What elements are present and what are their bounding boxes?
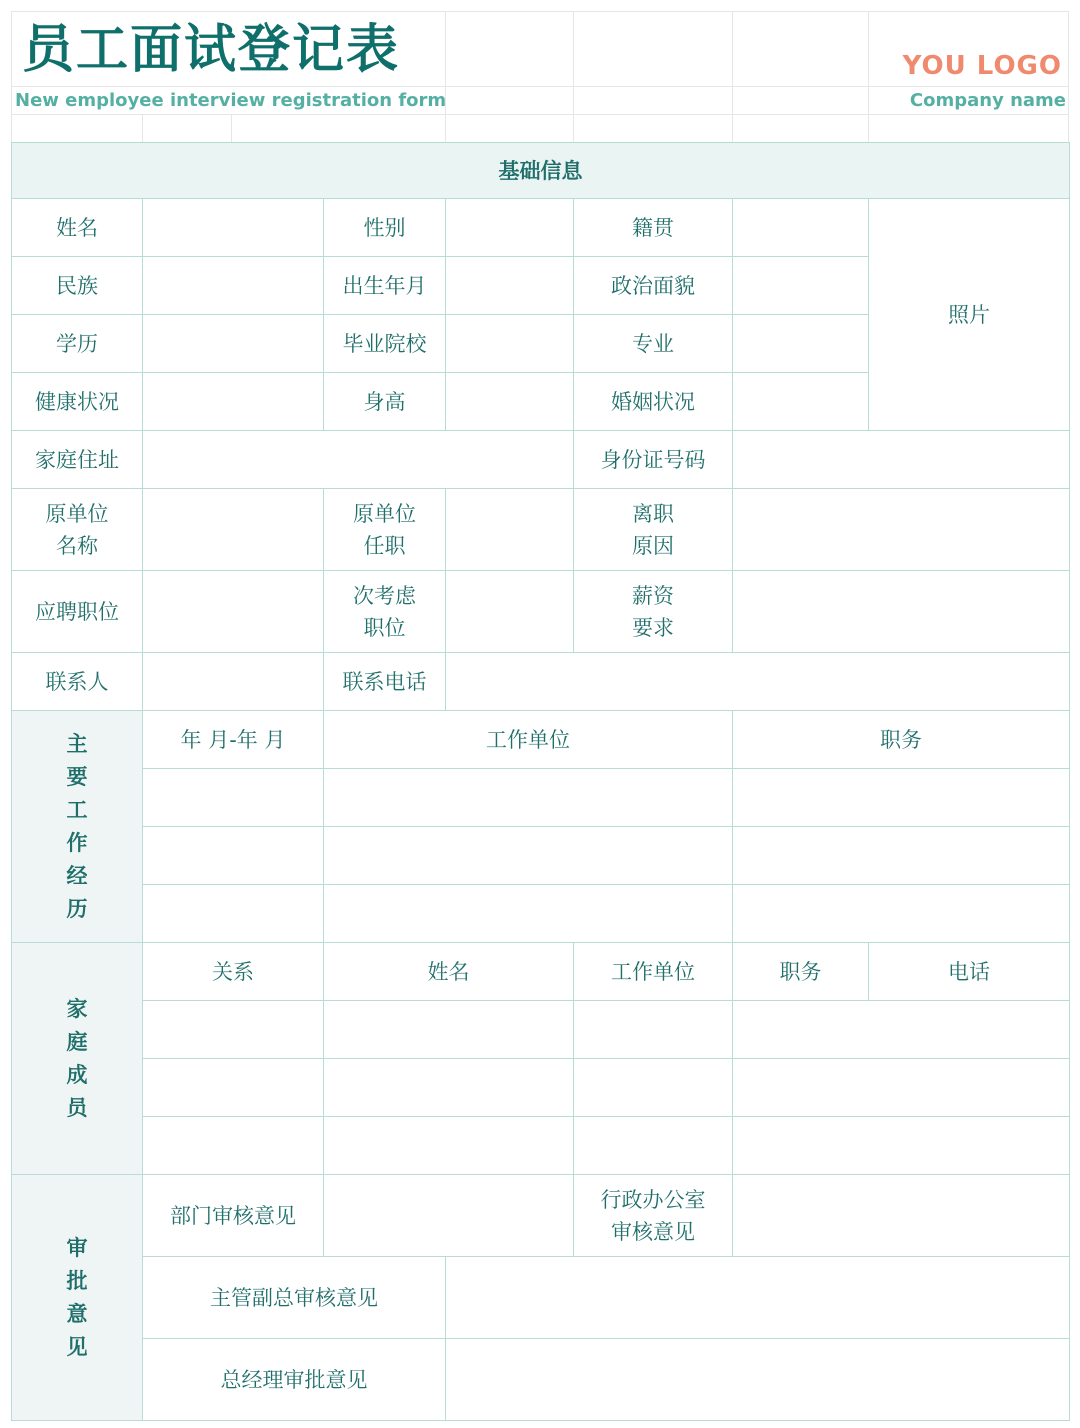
family-relation-field[interactable]	[143, 1001, 324, 1059]
label-id-number: 身份证号码	[574, 431, 733, 489]
form-title: 员工面试登记表	[22, 20, 401, 80]
alt-position-field[interactable]	[446, 571, 574, 653]
label-height: 身高	[324, 373, 446, 431]
label-health: 健康状况	[12, 373, 143, 431]
admin-approval-field[interactable]	[733, 1175, 1070, 1257]
height-field[interactable]	[446, 373, 574, 431]
family-relation-field[interactable]	[143, 1059, 324, 1117]
work-period-field[interactable]	[143, 827, 324, 885]
header-grid-line	[142, 114, 143, 142]
label-admin-approval: 行政办公室 审核意见	[574, 1175, 733, 1257]
label-political: 政治面貌	[574, 257, 733, 315]
label-ethnicity: 民族	[12, 257, 143, 315]
ethnicity-field[interactable]	[143, 257, 324, 315]
school-field[interactable]	[446, 315, 574, 373]
work-company-field[interactable]	[324, 885, 733, 943]
section-title-work: 主要工作经历	[12, 711, 143, 943]
label-applied-position: 应聘职位	[12, 571, 143, 653]
label-leave-reason: 离职 原因	[574, 489, 733, 571]
gm-approval-field[interactable]	[446, 1339, 1070, 1421]
label-alt-position: 次考虑 职位	[324, 571, 446, 653]
label-contact-phone: 联系电话	[324, 653, 446, 711]
label-gm-approval: 总经理审批意见	[143, 1339, 446, 1421]
family-name-field[interactable]	[324, 1059, 574, 1117]
work-position-field[interactable]	[733, 827, 1070, 885]
section-title-basic: 基础信息	[12, 143, 1070, 199]
family-contact-field[interactable]	[733, 1059, 1070, 1117]
family-col-position: 职务	[733, 943, 869, 1001]
political-field[interactable]	[733, 257, 869, 315]
education-field[interactable]	[143, 315, 324, 373]
header-grid-line	[732, 11, 733, 142]
leave-reason-field[interactable]	[733, 489, 1070, 571]
label-vp-approval: 主管副总审核意见	[143, 1257, 446, 1339]
header-grid-line	[868, 11, 869, 142]
family-contact-field[interactable]	[733, 1001, 1070, 1059]
work-position-field[interactable]	[733, 885, 1070, 943]
header-grid-line	[445, 11, 446, 142]
dept-approval-field[interactable]	[324, 1175, 574, 1257]
header-grid-line	[11, 11, 12, 142]
family-company-field[interactable]	[574, 1059, 733, 1117]
interview-form-table	[11, 142, 1070, 1421]
family-name-field[interactable]	[324, 1001, 574, 1059]
label-gender: 性别	[324, 199, 446, 257]
header-grid-line	[11, 114, 1069, 115]
label-major: 专业	[574, 315, 733, 373]
contact-field[interactable]	[143, 653, 324, 711]
vp-approval-field[interactable]	[446, 1257, 1070, 1339]
prev-company-field[interactable]	[143, 489, 324, 571]
family-company-field[interactable]	[574, 1001, 733, 1059]
form-subtitle: New employee interview registration form	[15, 90, 447, 111]
label-address: 家庭住址	[12, 431, 143, 489]
work-col-period: 年 月-年 月	[143, 711, 324, 769]
label-prev-company: 原单位 名称	[12, 489, 143, 571]
header-grid-line	[1068, 11, 1069, 142]
address-field[interactable]	[143, 431, 574, 489]
work-company-field[interactable]	[324, 769, 733, 827]
label-name: 姓名	[12, 199, 143, 257]
health-field[interactable]	[143, 373, 324, 431]
family-col-relation: 关系	[143, 943, 324, 1001]
label-native-place: 籍贯	[574, 199, 733, 257]
company-name: Company name	[909, 90, 1066, 111]
marital-field[interactable]	[733, 373, 869, 431]
gender-field[interactable]	[446, 199, 574, 257]
header-grid-line	[11, 11, 1069, 12]
native-place-field[interactable]	[733, 199, 869, 257]
work-position-field[interactable]	[733, 769, 1070, 827]
salary-field[interactable]	[733, 571, 1070, 653]
label-prev-position: 原单位 任职	[324, 489, 446, 571]
name-field[interactable]	[143, 199, 324, 257]
header-grid-line	[231, 114, 232, 142]
major-field[interactable]	[733, 315, 869, 373]
work-col-company: 工作单位	[324, 711, 733, 769]
label-marital: 婚姻状况	[574, 373, 733, 431]
family-col-name: 姓名	[324, 943, 574, 1001]
label-dept-approval: 部门审核意见	[143, 1175, 324, 1257]
label-birth: 出生年月	[324, 257, 446, 315]
work-col-position: 职务	[733, 711, 1070, 769]
label-salary: 薪资 要求	[574, 571, 733, 653]
family-name-field[interactable]	[324, 1117, 574, 1175]
company-logo: YOU LOGO	[902, 51, 1062, 81]
label-school: 毕业院校	[324, 315, 446, 373]
label-contact: 联系人	[12, 653, 143, 711]
work-period-field[interactable]	[143, 769, 324, 827]
section-title-approval: 审批意见	[12, 1175, 143, 1421]
prev-position-field[interactable]	[446, 489, 574, 571]
section-title-family: 家庭成员	[12, 943, 143, 1175]
id-number-field[interactable]	[733, 431, 1070, 489]
family-company-field[interactable]	[574, 1117, 733, 1175]
label-education: 学历	[12, 315, 143, 373]
work-company-field[interactable]	[324, 827, 733, 885]
header-grid-line	[573, 11, 574, 142]
work-period-field[interactable]	[143, 885, 324, 943]
family-col-phone: 电话	[869, 943, 1070, 1001]
photo-area[interactable]: 照片	[869, 199, 1070, 431]
applied-position-field[interactable]	[143, 571, 324, 653]
birth-field[interactable]	[446, 257, 574, 315]
family-contact-field[interactable]	[733, 1117, 1070, 1175]
family-relation-field[interactable]	[143, 1117, 324, 1175]
family-col-company: 工作单位	[574, 943, 733, 1001]
header-grid-line	[11, 86, 1069, 87]
contact-phone-field[interactable]	[446, 653, 1070, 711]
